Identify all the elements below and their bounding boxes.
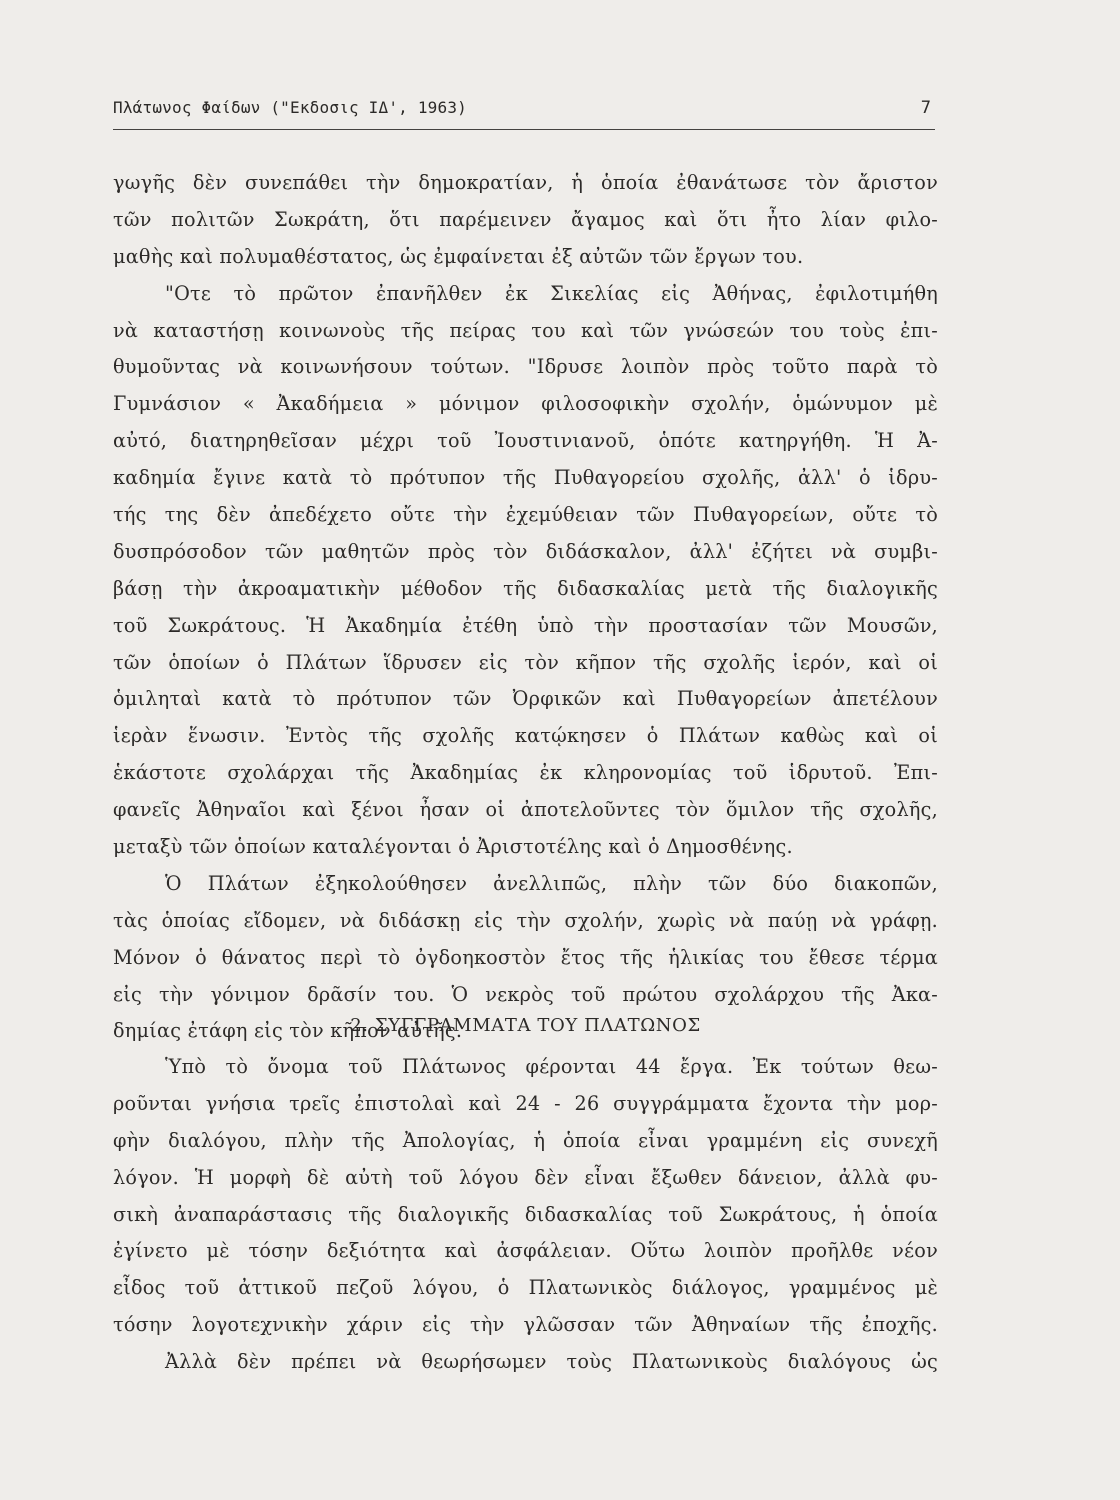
- text-line: δημίας ἐτάφη εἰς τὸν κῆπον αὐτῆς.: [113, 1019, 463, 1043]
- running-title: Πλάτωνος Φαίδων ("Εκδοσις ΙΔ', 1963): [113, 98, 467, 117]
- text-line: τῶν πολιτῶν Σωκράτη, ὅτι παρέμεινεν ἄγαμος καὶ ὅτι ἦτο λίαν φιλο-: [113, 207, 938, 231]
- text-line: γωγῆς δὲν συνεπάθει τὴν δημοκρατίαν, ἡ ὁποία ἐθανάτωσε τὸν ἄριστον: [113, 171, 938, 194]
- page-number: 7: [920, 98, 931, 118]
- text-line: Ὑπὸ τὸ ὄνομα τοῦ Πλάτωνος φέρονται 44 ἔργα. Ἐκ τούτων θεω-: [165, 1055, 938, 1078]
- text-line: σικὴ ἀναπαράστασις τῆς διαλογικῆς διδασκαλίας τοῦ Σωκράτους, ἡ ὁποία: [113, 1202, 938, 1226]
- text-line: τῶν ὁποίων ὁ Πλάτων ἵδρυσεν εἰς τὸν κῆπον τῆς σχολῆς ἱερόν, καὶ οἱ: [113, 650, 938, 674]
- text-line: φὴν διαλόγου, πλὴν τῆς Ἀπολογίας, ἡ ὁποία εἶναι γραμμένη εἰς συνεχῆ: [113, 1128, 938, 1152]
- body-text-part-2: [113, 1049, 938, 1381]
- text-line: Ὁ Πλάτων ἐξηκολούθησεν ἀνελλιπῶς, πλὴν τῶν δύο διακοπῶν,: [165, 871, 938, 895]
- text-line: μεταξὺ τῶν ὁποίων καταλέγονται ὁ Ἀριστοτέλης καὶ ὁ Δημοσθένης.: [113, 835, 793, 859]
- text-line: καδημία ἔγινε κατὰ τὸ πρότυπον τῆς Πυθαγορείου σχολῆς, ἀλλ' ὁ ἱδρυ-: [113, 466, 938, 490]
- text-line: μαθὴς καὶ πολυμαθέστατος, ὡς ἐμφαίνεται ἐξ αὐτῶν τῶν ἔργων του.: [113, 244, 804, 268]
- running-header: [113, 92, 935, 132]
- text-line: βάσῃ τὴν ἀκροαματικὴν μέθοδον τῆς διδασκαλίας μετὰ τῆς διαλογικῆς: [113, 576, 938, 600]
- body-text-part-1: [113, 165, 938, 1050]
- text-line: νὰ καταστήσῃ κοινωνοὺς τῆς πείρας του καὶ τῶν γνώσεών του τοὺς ἐπι-: [113, 318, 938, 342]
- text-line: εἶδος τοῦ ἀττικοῦ πεζοῦ λόγου, ὁ Πλατωνικὸς διάλογος, γραμμένος μὲ: [113, 1276, 938, 1300]
- text-line: Γυμνάσιον « Ἀκαδήμεια » μόνιμον φιλοσοφικὴν σχολήν, ὁμώνυμον μὲ: [113, 392, 938, 416]
- text-line: "Οτε τὸ πρῶτον ἐπανῆλθεν ἐκ Σικελίας εἰς Ἀθήνας, ἐφιλοτιμήθη: [165, 281, 938, 305]
- text-line: ἱερὰν ἕνωσιν. Ἐντὸς τῆς σχολῆς κατῴκησεν ὁ Πλάτων καθὼς καὶ οἱ: [113, 724, 938, 748]
- text-line: τής της δὲν ἀπεδέχετο οὔτε τὴν ἐχεμύθειαν τῶν Πυθαγορείων, οὔτε τὸ: [113, 503, 938, 527]
- text-line: ροῦνται γνήσια τρεῖς ἐπιστολαὶ καὶ 24 - 26 συγγράμματα ἔχοντα τὴν μορ-: [113, 1091, 938, 1115]
- text-line: λόγον. Ἡ μορφὴ δὲ αὐτὴ τοῦ λόγου δὲν εἶναι ἔξωθεν δάνειον, ἀλλὰ φυ-: [113, 1165, 938, 1189]
- text-line: ὁμιληταὶ κατὰ τὸ πρότυπον τῶν Ὀρφικῶν καὶ Πυθαγορείων ἀπετέλουν: [113, 687, 938, 711]
- text-line: τόσην λογοτεχνικὴν χάριν εἰς τὴν γλῶσσαν τῶν Ἀθηναίων τῆς ἐποχῆς.: [113, 1313, 938, 1337]
- text-line: δυσπρόσοδον τῶν μαθητῶν πρὸς τὸν διδάσκαλον, ἀλλ' ἐζήτει νὰ συμβι-: [113, 539, 938, 563]
- section-heading: 2. ΣΥΓΓΡΑΜΜΑΤΑ ΤΟΥ ΠΛΑΤΩΝΟΣ: [350, 1015, 701, 1036]
- header-rule: [113, 129, 935, 130]
- text-line: ἐγίνετο μὲ τόσην δεξιότητα καὶ ἀσφάλειαν. Οὕτω λοιπὸν προῆλθε νέον: [113, 1239, 938, 1263]
- text-line: τοῦ Σωκράτους. Ἡ Ἀκαδημία ἐτέθη ὑπὸ τὴν προστασίαν τῶν Μουσῶν,: [113, 613, 938, 637]
- text-line: αὐτό, διατηρηθεῖσαν μέχρι τοῦ Ἰουστινιανοῦ, ὁπότε κατηργήθη. Ἡ Ἀ-: [113, 429, 938, 453]
- text-line: τὰς ὁποίας εἴδομεν, νὰ διδάσκῃ εἰς τὴν σχολήν, χωρὶς νὰ παύῃ νὰ γράφῃ.: [113, 908, 938, 932]
- text-line: θυμοῦντας νὰ κοινωνήσουν τούτων. "Ιδρυσε λοιπὸν πρὸς τοῦτο παρὰ τὸ: [113, 355, 938, 379]
- text-line: ἑκάστοτε σχολάρχαι τῆς Ἀκαδημίας ἐκ κληρονομίας τοῦ ἱδρυτοῦ. Ἐπι-: [113, 761, 938, 785]
- text-line: Ἀλλὰ δὲν πρέπει νὰ θεωρήσωμεν τοὺς Πλατωνικοὺς διαλόγους ὡς: [165, 1350, 938, 1374]
- text-line: εἰς τὴν γόνιμον δρᾶσίν του. Ὁ νεκρὸς τοῦ πρώτου σχολάρχου τῆς Ἀκα-: [113, 982, 938, 1006]
- text-line: Μόνον ὁ θάνατος περὶ τὸ ὀγδοηκοστὸν ἔτος τῆς ἡλικίας του ἔθεσε τέρμα: [113, 945, 938, 969]
- text-line: φανεῖς Ἀθηναῖοι καὶ ξένοι ἦσαν οἱ ἀποτελοῦντες τὸν ὅμιλον τῆς σχολῆς,: [113, 798, 938, 822]
